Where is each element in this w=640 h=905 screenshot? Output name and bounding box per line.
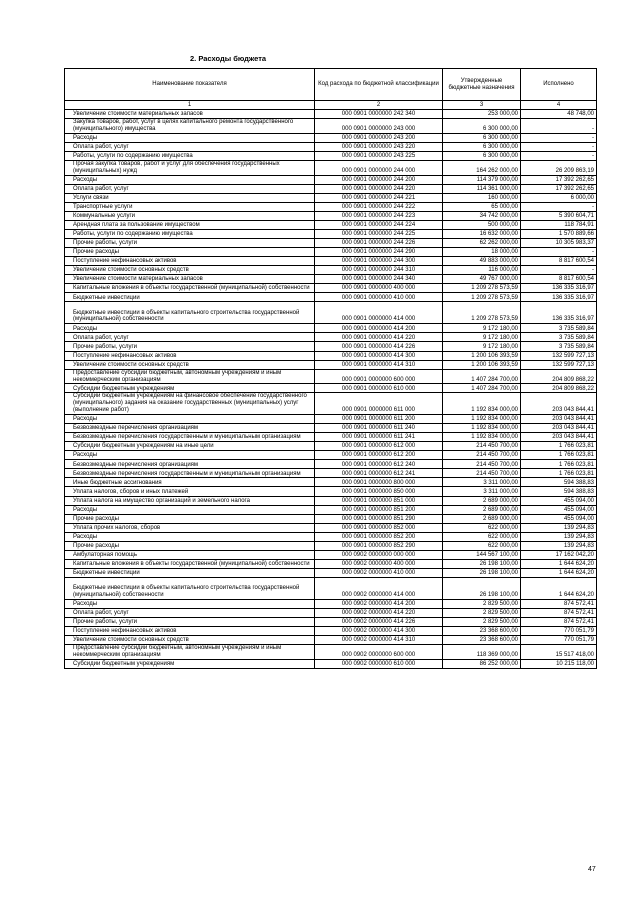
row-executed: - <box>521 133 597 142</box>
row-code: 000 0901 0000000 242 340 <box>315 110 443 119</box>
row-code: 000 0901 0000000 244 223 <box>315 211 443 220</box>
table-row <box>65 211 597 220</box>
row-name: Работы, услуги по содержанию имущества <box>65 151 315 160</box>
row-code: 000 0902 0000000 414 220 <box>315 608 443 617</box>
table-row <box>65 514 597 523</box>
row-approved: 2 829 500,00 <box>443 599 521 608</box>
row-approved: 622 000,00 <box>443 532 521 541</box>
row-executed: 770 051,79 <box>521 627 597 636</box>
row-executed: 874 572,41 <box>521 608 597 617</box>
row-executed: 48 748,00 <box>521 110 597 119</box>
row-code: 000 0902 0000000 610 000 <box>315 659 443 668</box>
table-row <box>65 618 597 627</box>
row-executed: 594 388,83 <box>521 487 597 496</box>
row-name: Безвозмездные перечисления государственным и муниципальным организациям <box>65 433 315 442</box>
table-row <box>65 505 597 514</box>
row-name: Арендная плата за пользование имуществом <box>65 220 315 229</box>
row-executed: 203 043 844,41 <box>521 424 597 433</box>
table-row <box>65 568 597 577</box>
row-approved: 65 000,00 <box>443 202 521 211</box>
row-code: 000 0901 0000000 243 000 <box>315 119 443 134</box>
row-name: Бюджетные инвестиции <box>65 568 315 577</box>
table-row <box>65 193 597 202</box>
row-approved: 6 300 000,00 <box>443 133 521 142</box>
table-row <box>65 487 597 496</box>
table-row <box>65 351 597 360</box>
table-row <box>65 302 597 324</box>
row-approved: 49 883 000,00 <box>443 257 521 266</box>
row-executed: 17 392 262,65 <box>521 175 597 184</box>
row-approved: 116 000,00 <box>443 266 521 275</box>
row-name: Капитальные вложения в объекты государственной (муниципальной) собственности <box>65 559 315 568</box>
row-name: Увеличение стоимости основных средств <box>65 266 315 275</box>
row-code: 000 0902 0000000 400 000 <box>315 559 443 568</box>
row-code: 000 0902 0000000 600 000 <box>315 645 443 660</box>
row-code: 000 0901 0000000 243 200 <box>315 133 443 142</box>
row-code: 000 0901 0000000 850 000 <box>315 487 443 496</box>
row-name: Уплата налога на имущество организаций и земельного налога <box>65 496 315 505</box>
row-name: Поступление нефинансовых активов <box>65 627 315 636</box>
column-number: 2 <box>315 101 443 110</box>
table-row <box>65 645 597 660</box>
table-row <box>65 257 597 266</box>
row-code: 000 0901 0000000 244 226 <box>315 239 443 248</box>
row-approved: 214 450 700,00 <box>443 460 521 469</box>
row-executed: 1 570 889,66 <box>521 230 597 239</box>
row-name: Бюджетные инвестиции <box>65 293 315 302</box>
row-name: Услуги связи <box>65 193 315 202</box>
row-code: 000 0901 0000000 243 220 <box>315 142 443 151</box>
row-code: 000 0901 0000000 612 000 <box>315 442 443 451</box>
row-executed: 17 392 262,65 <box>521 184 597 193</box>
row-name: Прочие работы, услуги <box>65 342 315 351</box>
row-approved: 1 407 284 700,00 <box>443 369 521 384</box>
row-approved: 2 689 000,00 <box>443 514 521 523</box>
table-row <box>65 293 597 302</box>
row-name: Оплата работ, услуг <box>65 608 315 617</box>
row-approved: 9 172 180,00 <box>443 342 521 351</box>
row-name: Бюджетные инвестиции в объекты капитального строительства государственной (муниципальной) собственности <box>65 577 315 599</box>
row-executed: 455 094,00 <box>521 514 597 523</box>
row-approved: 114 379 000,00 <box>443 175 521 184</box>
expenses-table <box>64 68 597 669</box>
row-name: Расходы <box>65 415 315 424</box>
table-row <box>65 220 597 229</box>
row-code: 000 0901 0000000 852 200 <box>315 532 443 541</box>
row-approved: 1 200 106 393,59 <box>443 360 521 369</box>
header-indicator-name: Наименование показателя <box>65 69 315 101</box>
row-executed: 10 215 118,00 <box>521 659 597 668</box>
row-name: Увеличение стоимости основных средств <box>65 636 315 645</box>
table-header-row <box>65 69 597 101</box>
row-code: 000 0901 0000000 414 300 <box>315 351 443 360</box>
row-name: Оплата работ, услуг <box>65 184 315 193</box>
row-code: 000 0901 0000000 600 000 <box>315 369 443 384</box>
row-code: 000 0902 0000000 414 300 <box>315 627 443 636</box>
row-name: Прочие расходы <box>65 541 315 550</box>
row-executed: 874 572,41 <box>521 618 597 627</box>
column-number: 3 <box>443 101 521 110</box>
row-executed: 1 644 624,20 <box>521 559 597 568</box>
row-executed: 1 766 023,81 <box>521 469 597 478</box>
row-approved: 114 361 000,00 <box>443 184 521 193</box>
table-row <box>65 151 597 160</box>
table-row <box>65 636 597 645</box>
row-name: Субсидии бюджетным учреждениям на иные цели <box>65 442 315 451</box>
row-approved: 1 407 284 700,00 <box>443 384 521 393</box>
table-row <box>65 559 597 568</box>
row-executed: 1 766 023,81 <box>521 460 597 469</box>
row-code: 000 0901 0000000 400 000 <box>315 284 443 293</box>
table-row <box>65 541 597 550</box>
row-executed: 204 809 868,22 <box>521 369 597 384</box>
table-row <box>65 433 597 442</box>
row-name: Оплата работ, услуг <box>65 142 315 151</box>
row-approved: 23 368 600,00 <box>443 636 521 645</box>
row-code: 000 0901 0000000 414 310 <box>315 360 443 369</box>
row-approved: 26 198 100,00 <box>443 568 521 577</box>
row-code: 000 0901 0000000 851 000 <box>315 496 443 505</box>
row-name: Безвозмездные перечисления организациям <box>65 424 315 433</box>
row-name: Увеличение стоимости основных средств <box>65 360 315 369</box>
row-code: 000 0901 0000000 244 200 <box>315 175 443 184</box>
row-approved: 160 000,00 <box>443 193 521 202</box>
row-executed: 3 735 589,84 <box>521 324 597 333</box>
row-code: 000 0901 0000000 244 000 <box>315 160 443 175</box>
row-executed: 136 335 316,97 <box>521 302 597 324</box>
row-name: Расходы <box>65 324 315 333</box>
row-executed: 8 817 600,54 <box>521 275 597 284</box>
row-name: Расходы <box>65 505 315 514</box>
row-name: Поступление нефинансовых активов <box>65 351 315 360</box>
row-approved: 253 000,00 <box>443 110 521 119</box>
row-approved: 214 450 700,00 <box>443 451 521 460</box>
row-name: Работы, услуги по содержанию имущества <box>65 230 315 239</box>
row-approved: 1 192 834 000,00 <box>443 424 521 433</box>
row-name: Субсидии бюджетным учреждениям на финансовое обеспечение государственного (муниципального) задания на оказание государственных (муниципальных) услуг (выполнение работ) <box>65 393 315 415</box>
row-executed: 1 766 023,81 <box>521 451 597 460</box>
row-name: Расходы <box>65 599 315 608</box>
row-executed: - <box>521 202 597 211</box>
row-name: Поступление нефинансовых активов <box>65 257 315 266</box>
row-name: Прочие работы, услуги <box>65 618 315 627</box>
row-name: Прочие работы, услуги <box>65 239 315 248</box>
row-code: 000 0902 0000000 414 226 <box>315 618 443 627</box>
table-row <box>65 478 597 487</box>
row-approved: 622 000,00 <box>443 541 521 550</box>
row-executed: 3 735 589,84 <box>521 333 597 342</box>
row-executed: - <box>521 266 597 275</box>
row-approved: 62 262 000,00 <box>443 239 521 248</box>
row-executed: 139 294,83 <box>521 532 597 541</box>
row-code: 000 0902 0000000 414 310 <box>315 636 443 645</box>
row-name: Уплата налогов, сборов и иных платежей <box>65 487 315 496</box>
row-approved: 6 300 000,00 <box>443 119 521 134</box>
row-code: 000 0901 0000000 611 000 <box>315 393 443 415</box>
table-row <box>65 202 597 211</box>
table-row <box>65 451 597 460</box>
row-name: Субсидии бюджетным учреждениям <box>65 384 315 393</box>
row-code: 000 0901 0000000 244 290 <box>315 248 443 257</box>
table-row <box>65 523 597 532</box>
row-code: 000 0901 0000000 611 240 <box>315 424 443 433</box>
row-approved: 144 567 100,00 <box>443 550 521 559</box>
row-approved: 2 829 500,00 <box>443 618 521 627</box>
row-name: Субсидии бюджетным учреждениям <box>65 659 315 668</box>
row-name: Предоставление субсидий бюджетным, автономным учреждениям и иным некоммерческим организациям <box>65 369 315 384</box>
row-approved: 1 192 834 000,00 <box>443 433 521 442</box>
row-executed: - <box>521 248 597 257</box>
row-executed: 6 000,00 <box>521 193 597 202</box>
row-code: 000 0902 0000000 410 000 <box>315 568 443 577</box>
row-name: Коммунальные услуги <box>65 211 315 220</box>
row-name: Капитальные вложения в объекты государственной (муниципальной) собственности <box>65 284 315 293</box>
row-name: Закупка товаров, работ, услуг в целях капитального ремонта государственного (муниципального) имущества <box>65 119 315 134</box>
row-executed: - <box>521 151 597 160</box>
row-approved: 622 000,00 <box>443 523 521 532</box>
row-name: Расходы <box>65 175 315 184</box>
row-executed: - <box>521 119 597 134</box>
table-row <box>65 239 597 248</box>
row-approved: 214 450 700,00 <box>443 469 521 478</box>
table-row <box>65 119 597 134</box>
table-row <box>65 424 597 433</box>
row-executed: 132 599 727,13 <box>521 360 597 369</box>
header-approved: Утвержденные бюджетные назначения <box>443 69 521 101</box>
row-name: Безвозмездные перечисления организациям <box>65 460 315 469</box>
row-executed: 203 043 844,41 <box>521 415 597 424</box>
row-approved: 86 252 000,00 <box>443 659 521 668</box>
header-executed: Исполнено <box>521 69 597 101</box>
row-executed: 139 294,83 <box>521 541 597 550</box>
row-executed: 455 094,00 <box>521 505 597 514</box>
table-row <box>65 442 597 451</box>
row-approved: 1 200 106 393,59 <box>443 351 521 360</box>
row-name: Расходы <box>65 532 315 541</box>
row-name: Амбулаторная помощь <box>65 550 315 559</box>
table-row <box>65 384 597 393</box>
row-approved: 500 000,00 <box>443 220 521 229</box>
row-approved: 1 192 834 000,00 <box>443 415 521 424</box>
row-code: 000 0901 0000000 852 290 <box>315 541 443 550</box>
row-approved: 9 172 180,00 <box>443 324 521 333</box>
row-approved: 3 311 000,00 <box>443 478 521 487</box>
header-expense-code: Код расхода по бюджетной классификации <box>315 69 443 101</box>
row-code: 000 0902 0000000 000 000 <box>315 550 443 559</box>
row-executed: 5 390 604,71 <box>521 211 597 220</box>
row-approved: 164 262 000,00 <box>443 160 521 175</box>
row-executed: 1 766 023,81 <box>521 442 597 451</box>
row-code: 000 0901 0000000 800 000 <box>315 478 443 487</box>
row-name: Расходы <box>65 451 315 460</box>
row-executed: 1 644 624,20 <box>521 568 597 577</box>
table-row <box>65 599 597 608</box>
row-executed: - <box>521 142 597 151</box>
row-executed: 139 294,83 <box>521 523 597 532</box>
row-name: Прочие расходы <box>65 514 315 523</box>
row-approved: 49 767 000,00 <box>443 275 521 284</box>
row-code: 000 0901 0000000 244 340 <box>315 275 443 284</box>
table-row <box>65 627 597 636</box>
row-executed: 204 809 868,22 <box>521 384 597 393</box>
row-executed: 770 051,79 <box>521 636 597 645</box>
row-approved: 2 689 000,00 <box>443 505 521 514</box>
row-executed: 132 599 727,13 <box>521 351 597 360</box>
row-approved: 16 632 000,00 <box>443 230 521 239</box>
row-name: Увеличение стоимости материальных запасов <box>65 110 315 119</box>
row-executed: 136 335 316,97 <box>521 293 597 302</box>
row-code: 000 0901 0000000 610 000 <box>315 384 443 393</box>
row-approved: 2 829 500,00 <box>443 608 521 617</box>
row-approved: 34 742 000,00 <box>443 211 521 220</box>
row-code: 000 0901 0000000 414 220 <box>315 333 443 342</box>
page-number: 47 <box>588 866 596 873</box>
row-name: Уплата прочих налогов, сборов <box>65 523 315 532</box>
table-row <box>65 333 597 342</box>
table-row <box>65 550 597 559</box>
row-executed: 8 817 600,54 <box>521 257 597 266</box>
row-code: 000 0901 0000000 244 220 <box>315 184 443 193</box>
row-approved: 1 192 834 000,00 <box>443 393 521 415</box>
row-code: 000 0901 0000000 243 225 <box>315 151 443 160</box>
section-title: 2. Расходы бюджета <box>190 54 267 63</box>
table-row <box>65 360 597 369</box>
table-row <box>65 393 597 415</box>
row-code: 000 0901 0000000 414 200 <box>315 324 443 333</box>
row-approved: 1 209 278 573,59 <box>443 293 521 302</box>
column-number-row <box>65 101 597 110</box>
row-approved: 214 450 700,00 <box>443 442 521 451</box>
row-code: 000 0901 0000000 244 221 <box>315 193 443 202</box>
row-name: Предоставление субсидий бюджетным, автономным учреждениям и иным некоммерческим организациям <box>65 645 315 660</box>
table-row <box>65 469 597 478</box>
row-approved: 2 689 000,00 <box>443 496 521 505</box>
table-row <box>65 110 597 119</box>
row-executed: 17 162 042,20 <box>521 550 597 559</box>
row-executed: 203 043 844,41 <box>521 393 597 415</box>
table-row <box>65 266 597 275</box>
row-name: Транспортные услуги <box>65 202 315 211</box>
row-approved: 18 000,00 <box>443 248 521 257</box>
row-name: Иные бюджетные ассигнования <box>65 478 315 487</box>
row-approved: 6 300 000,00 <box>443 142 521 151</box>
row-code: 000 0901 0000000 851 200 <box>315 505 443 514</box>
row-executed: 10 305 983,37 <box>521 239 597 248</box>
row-code: 000 0901 0000000 851 290 <box>315 514 443 523</box>
row-code: 000 0902 0000000 414 000 <box>315 577 443 599</box>
table-row <box>65 608 597 617</box>
row-code: 000 0901 0000000 244 222 <box>315 202 443 211</box>
table-row <box>65 324 597 333</box>
row-name: Прочая закупка товаров, работ и услуг для обеспечения государственных (муниципальных) нужд <box>65 160 315 175</box>
table-row <box>65 230 597 239</box>
row-name: Бюджетные инвестиции в объекты капитального строительства государственной (муниципальной) собственности <box>65 302 315 324</box>
table-row <box>65 369 597 384</box>
table-row <box>65 342 597 351</box>
row-executed: 118 784,91 <box>521 220 597 229</box>
row-approved: 26 198 100,00 <box>443 577 521 599</box>
table-body <box>65 110 597 669</box>
row-name: Прочие расходы <box>65 248 315 257</box>
column-number: 4 <box>521 101 597 110</box>
row-code: 000 0901 0000000 612 200 <box>315 451 443 460</box>
row-executed: 26 209 863,19 <box>521 160 597 175</box>
row-code: 000 0901 0000000 612 241 <box>315 469 443 478</box>
row-code: 000 0901 0000000 410 000 <box>315 293 443 302</box>
table-row <box>65 460 597 469</box>
row-approved: 9 172 180,00 <box>443 333 521 342</box>
row-code: 000 0901 0000000 244 225 <box>315 230 443 239</box>
row-code: 000 0901 0000000 612 240 <box>315 460 443 469</box>
table-row <box>65 248 597 257</box>
table-row <box>65 577 597 599</box>
row-code: 000 0901 0000000 244 224 <box>315 220 443 229</box>
row-code: 000 0901 0000000 611 200 <box>315 415 443 424</box>
row-name: Безвозмездные перечисления государственным и муниципальным организациям <box>65 469 315 478</box>
row-approved: 6 300 000,00 <box>443 151 521 160</box>
row-code: 000 0901 0000000 852 000 <box>315 523 443 532</box>
row-approved: 26 198 100,00 <box>443 559 521 568</box>
table-row <box>65 415 597 424</box>
row-code: 000 0901 0000000 414 000 <box>315 302 443 324</box>
row-approved: 3 311 000,00 <box>443 487 521 496</box>
table-row <box>65 184 597 193</box>
row-executed: 3 735 589,84 <box>521 342 597 351</box>
column-number: 1 <box>65 101 315 110</box>
table-row <box>65 160 597 175</box>
row-code: 000 0901 0000000 414 226 <box>315 342 443 351</box>
row-executed: 136 335 316,97 <box>521 284 597 293</box>
row-code: 000 0901 0000000 611 241 <box>315 433 443 442</box>
row-code: 000 0902 0000000 414 200 <box>315 599 443 608</box>
row-approved: 1 209 278 573,59 <box>443 302 521 324</box>
table-row <box>65 175 597 184</box>
row-name: Увеличение стоимости материальных запасов <box>65 275 315 284</box>
table-row <box>65 142 597 151</box>
row-executed: 874 572,41 <box>521 599 597 608</box>
table-row <box>65 659 597 668</box>
row-approved: 23 368 600,00 <box>443 627 521 636</box>
row-executed: 15 517 418,00 <box>521 645 597 660</box>
table-row <box>65 532 597 541</box>
row-name: Расходы <box>65 133 315 142</box>
row-name: Оплата работ, услуг <box>65 333 315 342</box>
table-row <box>65 496 597 505</box>
row-code: 000 0901 0000000 244 300 <box>315 257 443 266</box>
row-executed: 1 644 624,20 <box>521 577 597 599</box>
row-executed: 455 094,00 <box>521 496 597 505</box>
table-row <box>65 133 597 142</box>
row-approved: 1 209 278 573,59 <box>443 284 521 293</box>
row-executed: 203 043 844,41 <box>521 433 597 442</box>
table-row <box>65 284 597 293</box>
row-code: 000 0901 0000000 244 310 <box>315 266 443 275</box>
row-executed: 594 388,83 <box>521 478 597 487</box>
row-approved: 118 369 000,00 <box>443 645 521 660</box>
table-row <box>65 275 597 284</box>
